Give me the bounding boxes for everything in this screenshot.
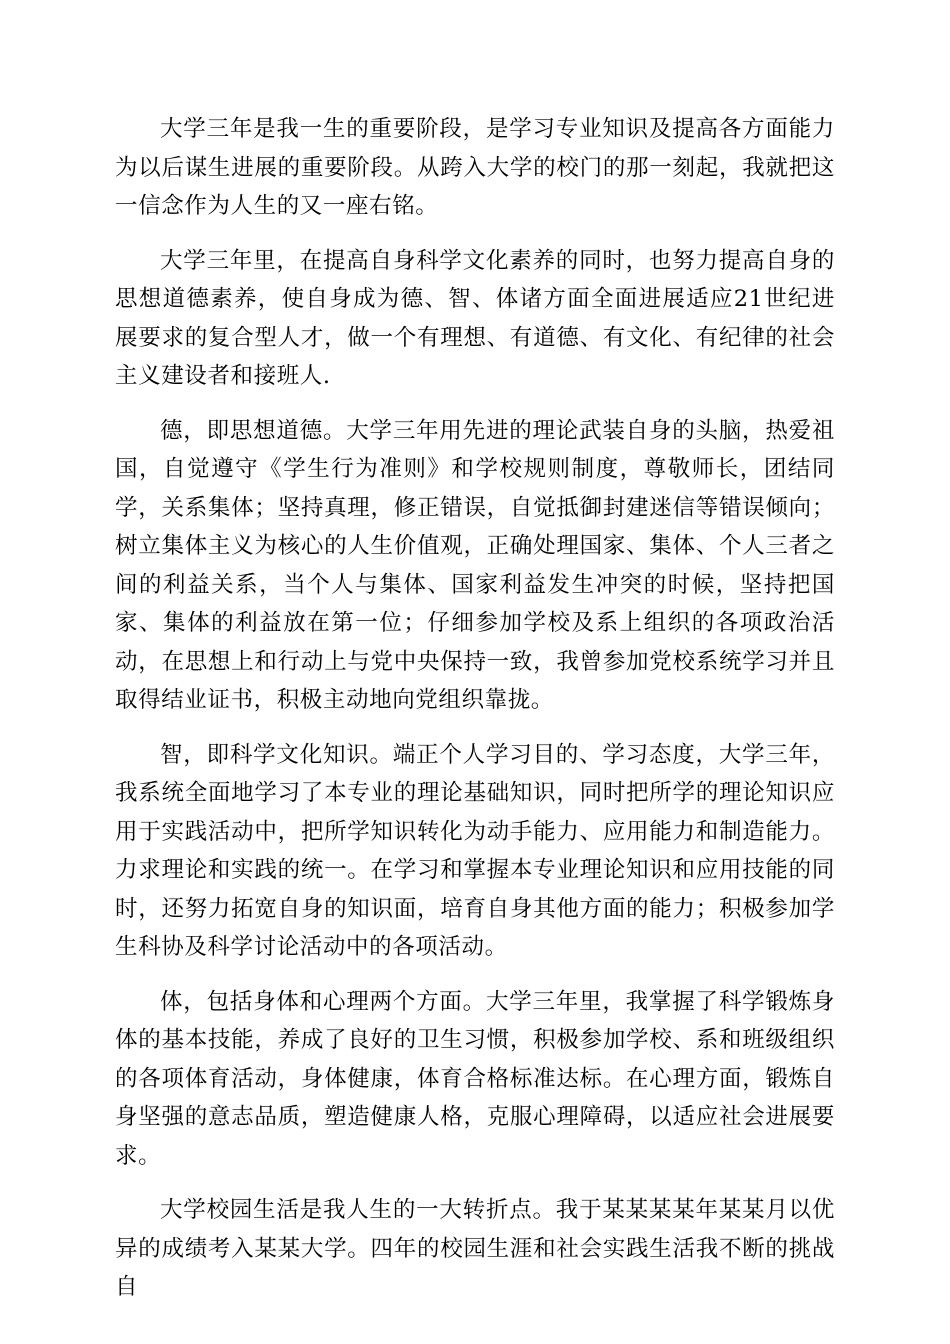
paragraph-4: 智，即科学文化知识。端正个人学习目的、学习态度，大学三年，我系统全面地学习了本专业的理论基础知识，同时把所学的理论知识应用于实践活动中，把所学知识转化为动手能力、应用能力和制造能力。力求理论和实践的统一。在学习和掌握本专业理论知识和应用技能的同时，还努力拓宽自身的知识面，培育自身其他方面的能力；积极参加学生科协及科学讨论活动中的各项活动。 [115, 741, 835, 960]
paragraph-3: 德，即思想道德。大学三年用先进的理论武装自身的头脑，热爱祖国，自觉遵守《学生行为准则》和学校规则制度，尊敬师长，团结同学，关系集体；坚持真理，修正错误，自觉抵御封建迷信等错误倾向；树立集体主义为核心的人生价值观，正确处理国家、集体、个人三者之间的利益关系，当个人与集体、国家利益发生冲突的时候，坚持把国家、集体的利益放在第一位；仔细参加学校及系上组织的各项政治活动，在思想上和行动上与党中央保持一致，我曾参加党校系统学习并且取得结业证书，积极主动地向党组织靠拢。 [115, 417, 835, 713]
document-body [115, 110, 835, 1323]
paragraph-5: 体，包括身体和心理两个方面。大学三年里，我掌握了科学锻炼身体的基本技能，养成了良好的卫生习惯，积极参加学校、系和班级组织的各项体育活动，身体健康，体育合格标准达标。在心理方面，锻炼自身坚强的意志品质，塑造健康人格，克服心理障碍，以适应社会进展要求。 [115, 988, 835, 1169]
paragraph-2: 大学三年里，在提高自身科学文化素养的同时，也努力提高自身的思想道德素养，使自身成为德、智、体诸方面全面进展适应21世纪进展要求的复合型人才，做一个有理想、有道德、有文化、有纪律的社会主义建设者和接班人. [115, 247, 835, 389]
paragraph-1: 大学三年是我一生的重要阶段，是学习专业知识及提高各方面能力为以后谋生进展的重要阶段。从跨入大学的校门的那一刻起，我就把这一信念作为人生的又一座右铭。 [115, 116, 835, 219]
paragraph-6: 大学校园生活是我人生的一大转折点。我于某某某某年某某月以优异的成绩考入某某大学。四年的校园生涯和社会实践生活我不断的挑战自 [115, 1197, 835, 1300]
